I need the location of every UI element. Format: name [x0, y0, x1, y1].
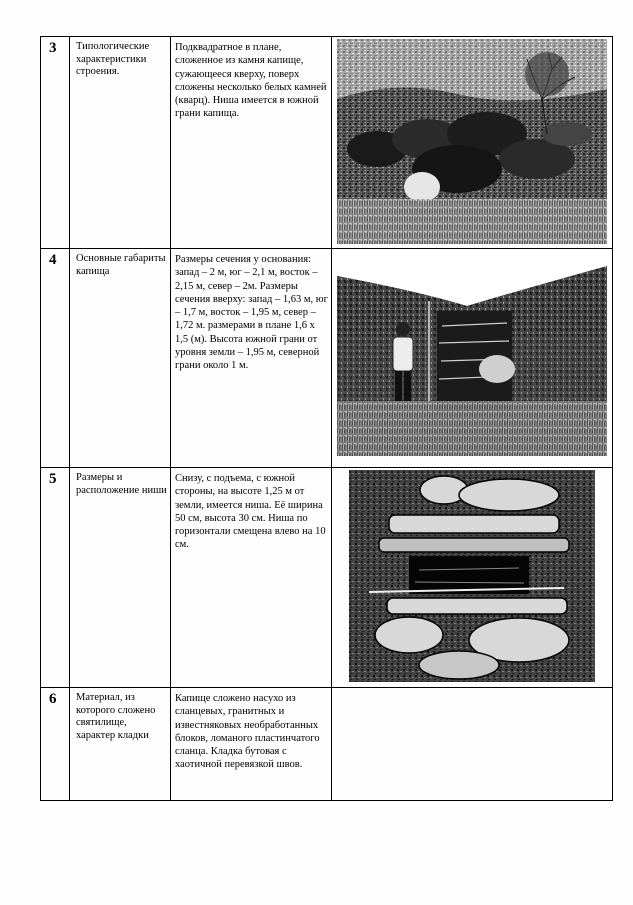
description-text: Снизу, с подъема, с южной стороны, на высоте 1,25 м от земли, имеется ниша. Её ширина 50 см, высота 30 см. Ниша по горизонтали смещена влево на 10 см. — [175, 473, 326, 551]
description-cell — [171, 249, 332, 468]
criterion-text: Материал, из которого сложено святилище, характер кладки — [76, 692, 156, 741]
criterion-text: Основные габариты капища — [76, 253, 166, 277]
row-number-cell — [41, 37, 70, 249]
row-number: 6 — [49, 691, 57, 707]
row-number: 3 — [49, 40, 57, 56]
row-number: 5 — [49, 471, 57, 487]
description-text: Размеры сечения у основания: запад – 2 м, юг – 2,1 м, восток – 2,15 м, север – 2м. Размеры сечения вверху: запад – 1,63 м, юг – 1,7 м, восток – 1,95 м, север – 1,72 м. размерами в плане 1,6 х 1,5 (м). Высота южной грани от уровня земли – 1,95 м, северной грани около 1 м. — [175, 254, 328, 372]
criterion-cell — [70, 468, 171, 688]
description-cell — [171, 688, 332, 801]
photo-cell — [332, 37, 613, 249]
photo-cell — [332, 468, 613, 688]
description-text: Подквадратное в плане, сложенное из камня капище, сужающееся кверху, поверх сложены несколько белых камней (кварц). Ниша имеется в южной грани капища. — [175, 42, 327, 120]
row-number-cell — [41, 468, 70, 688]
description-cell — [171, 468, 332, 688]
table-row — [41, 249, 613, 468]
criterion-cell — [70, 249, 171, 468]
photo-shrine-with-person — [337, 251, 607, 456]
photo-stone-pile-with-tree — [337, 39, 607, 244]
description-text: Капище сложено насухо из сланцевых, гранитных и известняковых необработанных блоков, ломаного пластинчатого сланца. Кладка бутовая с хаотичной перевязкой швов. — [175, 693, 320, 771]
row-number-cell — [41, 688, 70, 801]
photo-cell — [332, 249, 613, 468]
table-row — [41, 688, 613, 801]
row-number: 4 — [49, 252, 57, 268]
photo-niche-closeup — [349, 470, 595, 682]
table-row — [41, 468, 613, 688]
row-number-cell — [41, 249, 70, 468]
criterion-text: Размеры и расположение ниши — [76, 472, 167, 496]
monument-description-table — [40, 36, 613, 801]
criterion-text: Типологические характеристики строения. — [76, 41, 150, 78]
table-row — [41, 37, 613, 249]
photo-cell-empty — [332, 688, 613, 801]
criterion-cell — [70, 37, 171, 249]
criterion-cell — [70, 688, 171, 801]
description-cell — [171, 37, 332, 249]
